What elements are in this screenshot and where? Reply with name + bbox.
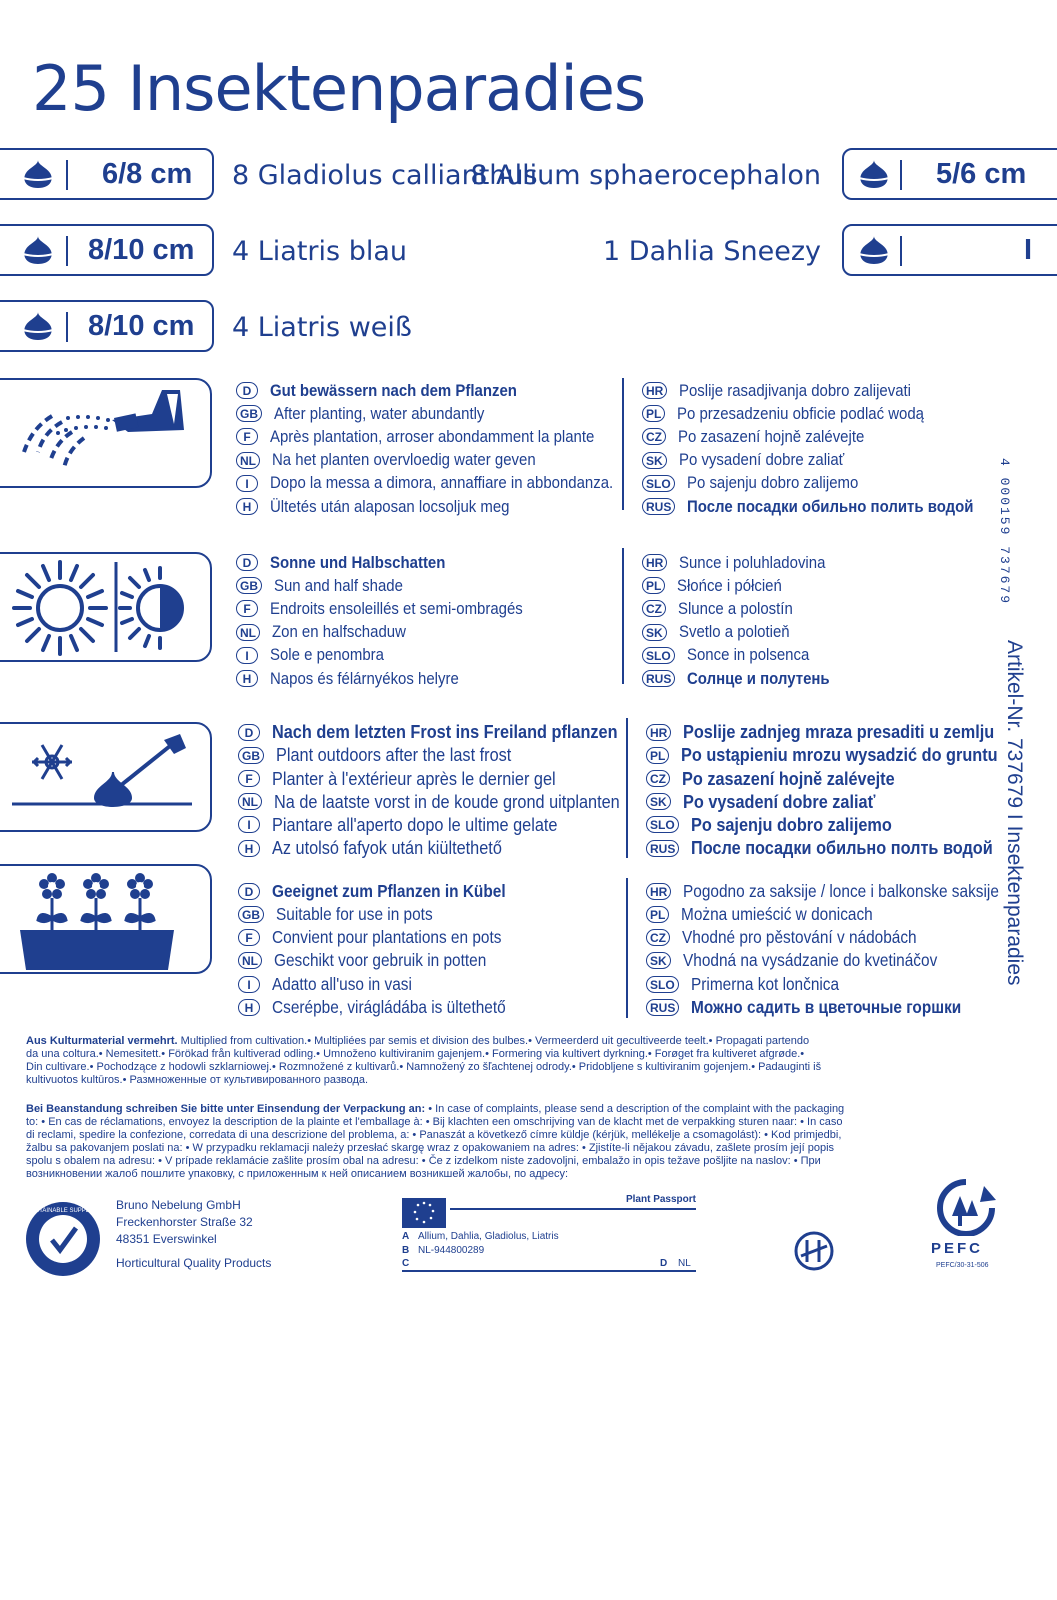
- instruction-text: Dopo la messa a dimora, annaffiare in abbondanza.: [270, 473, 614, 493]
- instruction-line-f: [238, 926, 533, 949]
- company-city: 48351 Everswinkel: [116, 1232, 217, 1246]
- instruction-text: Sonce in polsenca: [686, 645, 809, 665]
- language-code-badge: RUS: [646, 840, 679, 857]
- language-code-badge: H: [236, 498, 258, 515]
- language-code-badge: CZ: [646, 929, 670, 946]
- language-code-badge: NL: [238, 793, 262, 810]
- instruction-line-rus: [642, 496, 1013, 519]
- language-code-badge: D: [238, 883, 260, 900]
- bulb-size: 8/10 cm: [88, 310, 195, 342]
- size-box-liatris-weiss: [0, 300, 214, 352]
- instruction-line-hr: [646, 880, 1042, 903]
- instruction-text: Vhodná na vysádzanie do kvetináčov: [682, 950, 937, 971]
- instruction-line-slo: [642, 645, 826, 668]
- language-code-badge: PL: [642, 577, 665, 594]
- instruction-line-pl: [642, 403, 958, 426]
- cultivation-text: Aus Kulturmaterial vermehrt. Multiplied from cultivation.• Multipliées par semis et division des bulbes.• Vermeerderd uit gecultiveerde teelt.• Propagati partendo da una coltura.• Nemesitett.• Förökad från kultiverad odling.• Umnoženo kultiviranim gajenjem.• Formering via kultivert dyrkning.• Forøget fra kultiveret afgrøde.• Din cultivare.• Pochodzące z hodowli szklarniowej.• Rozmnožené z kultivarů.• Namnožený zo šľachtenej odrody.• Pridobljene s kultiviranim gojenjem.• Padauginti iš kultivuotos kultūros.• Размноженные от культивированного развода.: [26, 1035, 822, 1086]
- bulb-size: I: [1024, 234, 1033, 266]
- plant-passport: Plant Passport A Allium, Dahlia, Gladiolus, Liatris B NL-944800289 C D NL: [402, 1196, 696, 1268]
- instruction-text: Plant outdoors after the last frost: [276, 744, 512, 766]
- language-code-badge: SK: [642, 452, 667, 469]
- plant-allium: 8 Allium sphaerocephalon: [470, 160, 821, 191]
- company-street: Freckenhorster Straße 32: [116, 1215, 253, 1229]
- language-code-badge: NL: [236, 452, 260, 469]
- instruction-line-i: [238, 813, 596, 836]
- instruction-text: Sonne und Halbschatten: [270, 552, 446, 572]
- instruction-line-d: [238, 880, 537, 903]
- instruction-line-slo: [646, 813, 919, 836]
- instruction-text: Gut bewässern nach dem Pflanzen: [270, 380, 517, 400]
- language-code-badge: D: [236, 382, 258, 399]
- article-number: Artikel-Nr. 737679 I Insektenparadies: [1003, 640, 1026, 986]
- instruction-line-gb: [238, 903, 454, 926]
- language-code-badge: F: [238, 770, 260, 787]
- instruction-line-gb: [236, 575, 421, 598]
- pefc-code: PEFC/30-31-506: [936, 1262, 989, 1269]
- bulb-size: 8/10 cm: [88, 234, 195, 266]
- instruction-text: Można umieścić w donicach: [681, 904, 874, 925]
- language-code-badge: SLO: [642, 475, 675, 492]
- bulb-size: 5/6 cm: [936, 158, 1027, 190]
- instruction-line-hr: [642, 380, 943, 403]
- instruction-text: Planter à l'extérieur après le dernier gel: [272, 767, 556, 789]
- instruction-text: Ültetés után alaposan locsoljuk meg: [270, 496, 510, 516]
- seal-text: SUSTAINABLE SUPPLIER: [26, 1208, 100, 1214]
- passport-species: Allium, Dahlia, Gladiolus, Liatris: [418, 1231, 559, 1242]
- size-box-dahlia: [842, 224, 1057, 276]
- watering-can-icon: [2, 380, 202, 486]
- instruction-line-h: [238, 996, 538, 1019]
- language-code-badge: I: [236, 475, 258, 492]
- instruction-line-slo: [646, 973, 859, 996]
- language-code-badge: SLO: [646, 816, 679, 833]
- language-code-badge: RUS: [642, 670, 675, 687]
- language-code-badge: RUS: [646, 999, 679, 1016]
- language-code-badge: F: [236, 428, 258, 445]
- instruction-text: Po zasazení hojně zalévejte: [678, 426, 865, 446]
- language-code-badge: F: [236, 600, 258, 617]
- instruction-line-d: [236, 380, 551, 403]
- language-code-badge: I: [236, 647, 258, 664]
- instruction-line-pl: [646, 743, 1041, 766]
- instruction-line-sk: [642, 622, 804, 645]
- language-code-badge: HR: [642, 554, 667, 571]
- instruction-text: Poslije zadnjeg mraza presaditi u zemlju: [683, 721, 995, 743]
- pefc-logo-icon: [930, 1178, 1002, 1236]
- language-code-badge: GB: [238, 747, 264, 764]
- instruction-text: After planting, water abundantly: [274, 403, 485, 423]
- instruction-text: Suitable for use in pots: [276, 904, 433, 925]
- instruction-text: Cserépbe, virágládába is ültethető: [272, 996, 506, 1017]
- instruction-text: Po vysadení dobre zaliať: [678, 450, 844, 470]
- instruction-text: Poslije rasadjivanja dobro zalijevati: [679, 380, 912, 400]
- page-title: 25 Insektenparadies: [32, 52, 646, 125]
- bulb-icon: [20, 311, 56, 343]
- flower-pot-icon: [2, 866, 202, 972]
- instruction-line-nl: [238, 950, 515, 973]
- instruction-line-hr: [642, 552, 846, 575]
- instruction-text: Sunce i poluhladovina: [679, 552, 826, 572]
- language-code-badge: GB: [236, 405, 262, 422]
- company-tagline: Horticultural Quality Products: [116, 1256, 272, 1270]
- instruction-text: Sun and half shade: [274, 575, 403, 595]
- instruction-line-slo: [642, 473, 881, 496]
- sun-half-shade-icon: [2, 554, 202, 660]
- eu-flag-icon: [402, 1198, 446, 1228]
- instruction-line-cz: [642, 598, 808, 621]
- bulb-icon: [20, 235, 56, 267]
- instruction-text: Primerna kot lončnica: [690, 973, 839, 994]
- instruction-line-pl: [642, 575, 796, 598]
- instruction-text: Adatto all'uso in vasi: [272, 973, 412, 994]
- language-code-badge: SLO: [642, 647, 675, 664]
- instruction-line-d: [238, 720, 665, 743]
- sun-icon-box: [0, 552, 212, 662]
- instruction-line-gb: [238, 743, 543, 766]
- language-code-badge: GB: [236, 577, 262, 594]
- language-code-badge: SK: [646, 793, 671, 810]
- instruction-line-h: [236, 668, 485, 691]
- size-box-liatris-blau: [0, 224, 214, 276]
- instruction-line-f: [238, 766, 594, 789]
- instruction-line-i: [238, 973, 431, 996]
- company-name: Bruno Nebelung GmbH: [116, 1198, 241, 1212]
- language-code-badge: I: [238, 976, 260, 993]
- passport-country: NL: [678, 1258, 691, 1269]
- instruction-line-sk: [642, 450, 867, 473]
- watering-can-icon-box: [0, 378, 212, 488]
- column-divider: [622, 548, 624, 684]
- instruction-text: Slunce a polostín: [678, 598, 793, 618]
- instruction-text: Можно садить в цветочные горшки: [691, 996, 962, 1017]
- language-code-badge: SK: [642, 624, 667, 641]
- instruction-line-rus: [642, 668, 849, 691]
- instruction-text: Zon en halfschaduw: [272, 622, 406, 642]
- instruction-text: Na de laatste vorst in de koude grond uitplanten: [274, 790, 620, 812]
- instruction-text: Po ustąpieniu mrozu wysadzić do gruntu: [681, 744, 998, 766]
- cultivation-heading: Aus Kulturmaterial vermehrt.: [26, 1035, 178, 1047]
- pefc-label: PEFC: [931, 1240, 984, 1257]
- instruction-line-sk: [646, 950, 972, 973]
- instruction-text: Na het planten overvloedig water geven: [272, 450, 536, 470]
- language-code-badge: RUS: [642, 498, 675, 515]
- language-code-badge: PL: [646, 906, 669, 923]
- plant-liatris-weiss: 4 Liatris weiß: [232, 312, 412, 343]
- instruction-text: Geeignet zum Pflanzen in Kübel: [272, 880, 506, 901]
- language-code-badge: I: [238, 816, 260, 833]
- frost-icon-box: [0, 722, 212, 832]
- instruction-text: Po sajenju dobro zalijemo: [686, 473, 858, 493]
- size-box-allium: [842, 148, 1057, 200]
- frost-planting-icon: [2, 724, 202, 830]
- instruction-text: Vhodné pro pěstování v nádobách: [682, 927, 917, 948]
- instruction-line-cz: [646, 926, 949, 949]
- language-code-badge: HR: [646, 724, 671, 741]
- sustainable-supplier-seal-icon: [24, 1200, 102, 1278]
- language-code-badge: H: [238, 999, 260, 1016]
- instruction-text: Po zasazení hojně zalévejte: [682, 767, 895, 789]
- column-divider: [626, 878, 628, 1018]
- language-code-badge: HR: [646, 883, 671, 900]
- instruction-line-i: [236, 473, 660, 496]
- instruction-line-nl: [236, 450, 572, 473]
- instruction-line-f: [236, 426, 639, 449]
- language-code-badge: H: [238, 840, 260, 857]
- passport-registration: NL-944800289: [418, 1245, 485, 1256]
- instruction-text: Po przesadzeniu obficie podlać wodą: [677, 403, 925, 423]
- plant-liatris-blau: 4 Liatris blau: [232, 236, 407, 267]
- bulb-icon: [20, 159, 56, 191]
- instruction-line-gb: [236, 403, 513, 426]
- instruction-line-nl: [236, 622, 424, 645]
- instruction-text: Sole e penombra: [270, 645, 384, 665]
- instruction-line-d: [236, 552, 469, 575]
- language-code-badge: GB: [238, 906, 264, 923]
- instruction-text: Endroits ensoleillés et semi-ombragés: [270, 598, 523, 618]
- pot-icon-box: [0, 864, 212, 974]
- bulb-icon: [856, 159, 892, 191]
- instruction-text: Pogodno za saksije / lonce i balkonske saksije: [683, 880, 1000, 901]
- plant-gladiolus: 8 Gladiolus callianthus: [232, 160, 538, 191]
- barcode-number: 4 000159 737679: [997, 458, 1012, 606]
- language-code-badge: PL: [646, 747, 669, 764]
- instruction-text: Svetlo a polotieň: [678, 622, 790, 642]
- instruction-line-rus: [646, 836, 1034, 859]
- instruction-text: Солнце и полутень: [687, 668, 830, 688]
- instruction-text: Piantare all'aperto dopo le ultime gelate: [272, 813, 558, 835]
- instruction-line-rus: [646, 996, 998, 1019]
- instruction-text: Po sajenju dobro zalijemo: [690, 813, 892, 835]
- instruction-text: Convient pour plantations en pots: [272, 927, 502, 948]
- complaints-text: Bei Beanstandung schreiben Sie bitte unter Einsendung der Verpackung an: • In case of complaints, please send a description of the complaint with the packaging to: • En cas de réclamations, envoyez la description de la plainte et l'emballage à: • Bij klachten een omschrijving van de klacht met de verpakking sturen naar: • In caso di reclami, spedire la confezione, corredata di una descrizione del problema, a: • Panaszát a következő címre küldje (kérjük, mellékelje a csomagolást): • Kod primjedbi, žalbu sa pakovanjem poslati na: • W przypadku reklamacji należy przesłać skargę wraz z opakowaniem na adres: • Zjistíte-li nějakou závadu, zašlete prosím její popis spolu s obalem na adresu: • V prípade reklamácie zašlite prosím obal na adresu: • Če z izdelkom niste zadovoljni, embalažo in opis težave pošljite na naslov: • При возникновении жалоб пошлите упаковку, с приложенным к ней описанием возникшей жалобы, по адресу:: [26, 1103, 845, 1180]
- instruction-line-cz: [642, 426, 890, 449]
- size-box-gladiolus: [0, 148, 214, 200]
- instruction-line-hr: [646, 720, 1037, 743]
- language-code-badge: SLO: [646, 976, 679, 993]
- language-code-badge: CZ: [642, 428, 666, 445]
- instruction-text: После посадки обильно полть водой: [691, 837, 994, 859]
- instruction-text: Après plantation, arroser abondamment la plante: [270, 426, 595, 446]
- language-code-badge: F: [238, 929, 260, 946]
- bulb-icon: [856, 235, 892, 267]
- instruction-text: После посадки обильно полить водой: [687, 496, 974, 516]
- language-code-badge: SK: [646, 952, 671, 969]
- language-code-badge: PL: [642, 405, 665, 422]
- passport-title: Plant Passport: [625, 1194, 696, 1205]
- language-code-badge: CZ: [642, 600, 666, 617]
- instruction-text: Az utolsó fafyok után kiültethető: [272, 837, 502, 859]
- language-code-badge: NL: [236, 624, 260, 641]
- plant-dahlia: 1 Dahlia Sneezy: [603, 236, 821, 267]
- instruction-line-nl: [238, 790, 667, 813]
- language-code-badge: H: [236, 670, 258, 687]
- instruction-text: Napos és félárnyékos helyre: [270, 668, 459, 688]
- instruction-line-cz: [646, 766, 924, 789]
- language-code-badge: CZ: [646, 770, 670, 787]
- instruction-line-pl: [646, 903, 899, 926]
- bulb-size: 6/8 cm: [102, 158, 193, 190]
- disposal-symbol-icon: [793, 1230, 835, 1272]
- instruction-text: Po vysadení dobre zaliať: [682, 790, 876, 812]
- language-code-badge: D: [238, 724, 260, 741]
- language-code-badge: NL: [238, 952, 262, 969]
- instruction-line-i: [236, 645, 399, 668]
- complaints-heading: Bei Beanstandung schreiben Sie bitte unter Einsendung der Verpackung an:: [26, 1103, 426, 1115]
- instruction-line-h: [238, 836, 533, 859]
- instruction-text: Słońce i półcień: [677, 575, 783, 595]
- instruction-line-h: [236, 496, 542, 519]
- instruction-line-sk: [646, 790, 901, 813]
- language-code-badge: D: [236, 554, 258, 571]
- instruction-text: Geschikt voor gebruik in potten: [274, 950, 487, 971]
- instruction-line-f: [236, 598, 557, 621]
- language-code-badge: HR: [642, 382, 667, 399]
- instruction-text: Nach dem letzten Frost ins Freiland pflanzen: [272, 721, 618, 743]
